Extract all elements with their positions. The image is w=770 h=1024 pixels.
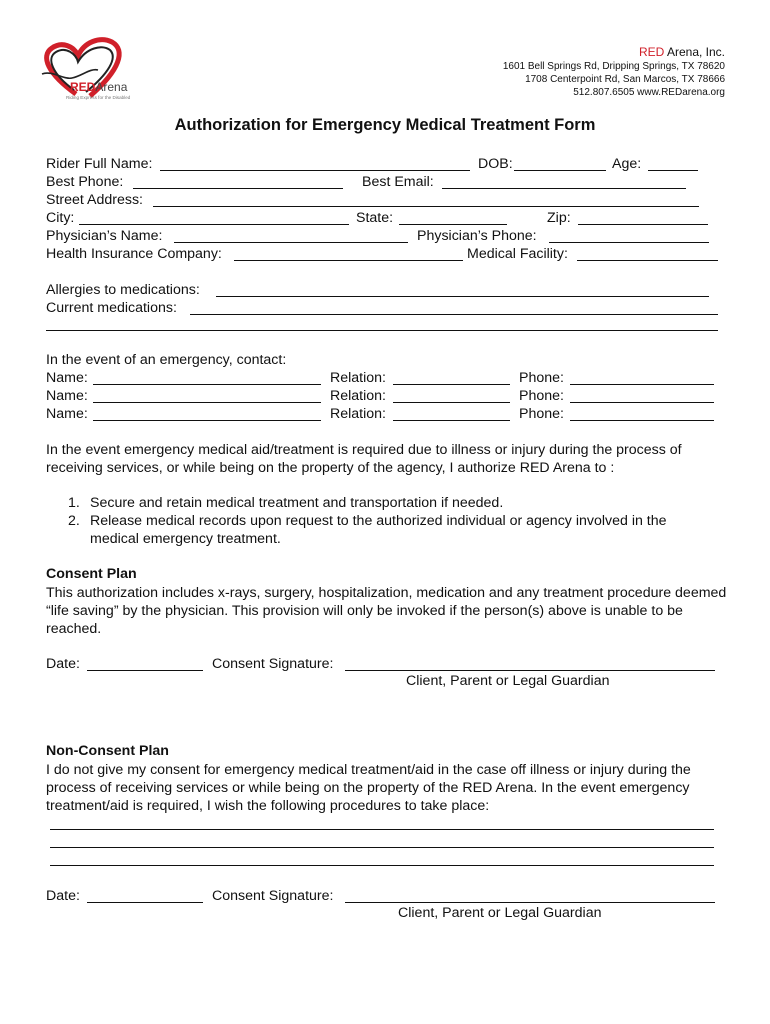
allergies-field[interactable] [216, 296, 709, 297]
contact-3-name-label: Name: [46, 406, 88, 422]
contact-1-phone-field[interactable] [570, 384, 714, 385]
contact-2-relation-label: Relation: [330, 388, 386, 404]
contact-2-relation-field[interactable] [393, 402, 510, 403]
consent-date-label: Date: [46, 656, 80, 672]
contact-3-phone-label: Phone: [519, 406, 564, 422]
logo-tagline: Riding Express for the Disabled [66, 95, 131, 100]
procedure-line-1[interactable] [50, 829, 714, 830]
best-phone-field[interactable] [133, 188, 343, 189]
insurance-label: Health Insurance Company: [46, 246, 222, 262]
nonconsent-date-label: Date: [46, 888, 80, 904]
rider-name-label: Rider Full Name: [46, 156, 153, 172]
city-label: City: [46, 210, 75, 226]
list-item: 2. Release medical records upon request to the authorized individual or agency involved in the [68, 513, 667, 529]
state-field[interactable] [399, 224, 507, 225]
physician-phone-label: Physician’s Phone: [417, 228, 537, 244]
form-title: Authorization for Emergency Medical Treatment Form [174, 116, 596, 134]
current-meds-field[interactable] [190, 314, 718, 315]
contact-2-phone-label: Phone: [519, 388, 564, 404]
dob-field[interactable] [514, 170, 606, 171]
address-2: 1708 Centerpoint Rd, San Marcos, TX 78666 [525, 74, 725, 86]
consent-date-field[interactable] [87, 670, 203, 671]
contact-1-name-field[interactable] [93, 384, 321, 385]
age-field[interactable] [648, 170, 698, 171]
physician-name-label: Physician’s Name: [46, 228, 163, 244]
contact-1-relation-field[interactable] [393, 384, 510, 385]
address-1: 1601 Bell Springs Rd, Dripping Springs, TX 78620 [502, 61, 725, 72]
city-field[interactable] [79, 224, 349, 225]
contact-line: 512.807.6505 www.REDarena.org [573, 87, 725, 99]
nonconsent-signature-field[interactable] [345, 902, 715, 903]
company-name: RED Arena, Inc. [638, 45, 725, 59]
physician-name-field[interactable] [174, 242, 408, 243]
nonconsent-signer-caption: Client, Parent or Legal Guardian [398, 905, 602, 921]
best-phone-label: Best Phone: [46, 174, 124, 190]
authorization-paragraph: In the event emergency medical aid/treatment is required due to illness or injury during the process of receiving services, or while being on the property of the agency, I authorize RED Arena to : [46, 442, 682, 476]
best-email-label: Best Email: [362, 174, 434, 190]
contact-1-name-label: Name: [46, 370, 88, 386]
best-email-field[interactable] [442, 188, 686, 189]
street-address-label: Street Address: [46, 192, 143, 208]
contact-3-name-field[interactable] [93, 420, 321, 421]
dob-label: DOB: [478, 156, 513, 172]
current-meds-label: Current medications: [46, 300, 177, 316]
list-item-continuation: medical emergency treatment. [90, 531, 281, 547]
zip-field[interactable] [578, 224, 708, 225]
consent-signer-caption: Client, Parent or Legal Guardian [406, 673, 610, 689]
procedure-line-3[interactable] [50, 865, 714, 866]
medical-facility-label: Medical Facility: [467, 246, 568, 262]
nonconsent-heading: Non-Consent Plan [46, 743, 169, 759]
rider-name-field[interactable] [160, 170, 470, 171]
insurance-field[interactable] [234, 260, 463, 261]
state-label: State: [356, 210, 394, 226]
company-info [503, 45, 725, 100]
emergency-intro: In the event of an emergency, contact: [46, 352, 287, 368]
allergies-label: Allergies to medications: [46, 282, 200, 298]
contact-2-phone-field[interactable] [570, 402, 714, 403]
medical-facility-field[interactable] [577, 260, 718, 261]
consent-signature-field[interactable] [345, 670, 715, 671]
procedure-line-2[interactable] [50, 847, 714, 848]
contact-3-relation-label: Relation: [330, 406, 386, 422]
contact-1-relation-label: Relation: [330, 370, 386, 386]
consent-paragraph: This authorization includes x-rays, surgery, hospitalization, medication and any treatment procedure deemed “life saving” by the physician. This provision will only be invoked if the person(s) above is unable to be reached. [46, 585, 727, 637]
logo-wordmark: REDArena [70, 80, 128, 94]
consent-signature-label: Consent Signature: [212, 656, 334, 672]
contact-2-name-label: Name: [46, 388, 88, 404]
age-label: Age: [612, 156, 642, 172]
nonconsent-date-field[interactable] [87, 902, 203, 903]
zip-label: Zip: [547, 210, 571, 226]
contact-3-phone-field[interactable] [570, 420, 714, 421]
contact-3-relation-field[interactable] [393, 420, 510, 421]
physician-phone-field[interactable] [549, 242, 709, 243]
contact-1-phone-label: Phone: [519, 370, 564, 386]
street-address-field[interactable] [153, 206, 699, 207]
current-meds-extra-line[interactable] [46, 330, 718, 331]
authorization-list [68, 494, 728, 548]
nonconsent-paragraph: I do not give my consent for emergency medical treatment/aid in the case off illness or injury during the process of receiving services or while being on the property of the RED Arena. In the event emergency treatment/aid is required, I wish the following procedures to take place: [46, 762, 691, 814]
nonconsent-signature-label: Consent Signature: [212, 888, 334, 904]
list-item: 1. Secure and retain medical treatment and transportation if needed. [68, 495, 504, 511]
consent-heading: Consent Plan [46, 566, 137, 582]
contact-2-name-field[interactable] [93, 402, 321, 403]
